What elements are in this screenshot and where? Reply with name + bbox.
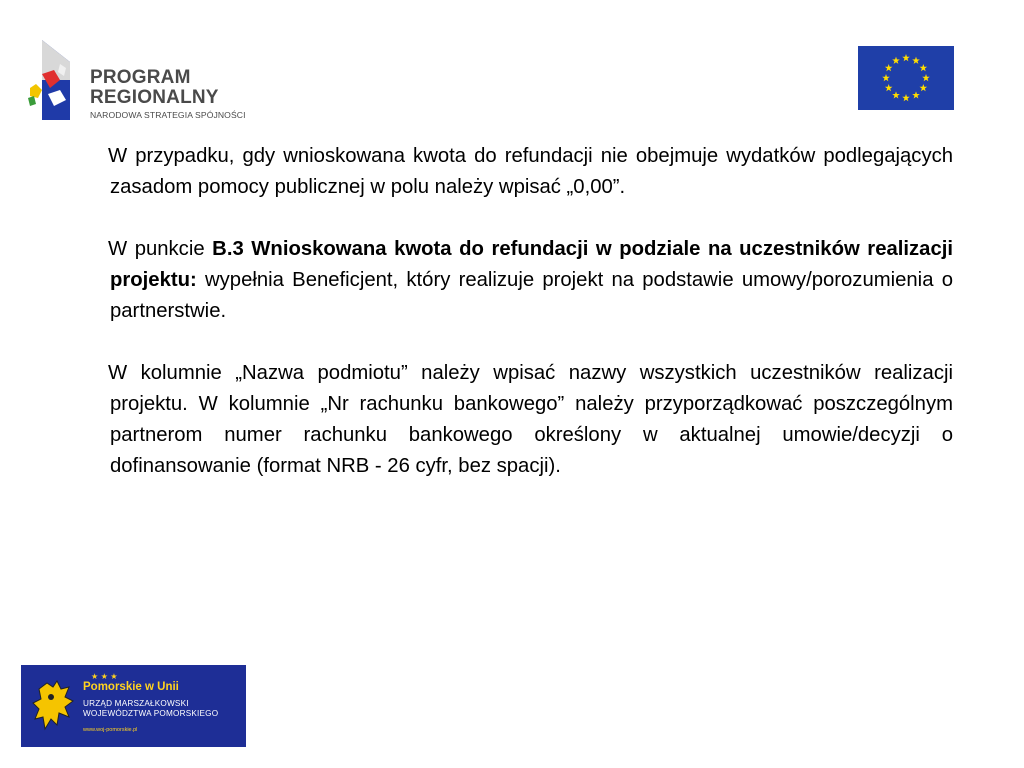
paragraph-columns-info: W kolumnie „Nazwa podmiotu” należy wpisać nazwy wszystkich uczestników realizacji projektu. W kolumnie „Nr rachunku bankowego” należy przyporządkować poszczególnym partnerom numer rachunku bankowego określony w aktualnej umowie/decyzji o dofinansowanie (format NRB - 26 cyfr, bez spacji). [108,362,953,477]
svg-text:★ ★ ★: ★ ★ ★ [91,672,118,681]
section-b3-title: B.3 Wnioskowana kwota do refundacji w podziale na uczestników realizacji projektu: [110,238,953,291]
footer-line2: WOJEWÓDZTWA POMORSKIEGO [83,709,219,718]
pomorskie-w-unii-logo [21,665,246,747]
griffin-coat-of-arms-icon [31,679,77,735]
program-regionalny-logo [24,40,324,122]
footer-url: www.woj-pomorskie.pl [83,727,138,733]
paragraph-refund-amount: W przypadku, gdy wnioskowana kwota do refundacji nie obejmuje wydatków podlegających zasadom pomocy publicznej w polu należy wpisać „0,00”. [108,145,953,198]
paragraph-b3-section: W punkcie B.3 Wnioskowana kwota do refundacji w podziale na uczestników realizacji projektu: wypełnia Beneficjent, który realizuje projekt na podstawie umowy/porozumienia o partnerstwie. [108,238,953,322]
eu-flag-icon [858,46,954,110]
footer-line1: URZĄD MARSZAŁKOWSKI [83,699,189,708]
brand-title: PROGRAM REGIONALNY [90,67,219,108]
stars-triangle-logo-icon [24,40,88,122]
brand-subtitle: NARODOWA STRATEGIA SPÓJNOŚCI [90,110,246,120]
document-body [110,141,953,513]
footer-brand: Pomorskie w Unii [83,681,179,693]
